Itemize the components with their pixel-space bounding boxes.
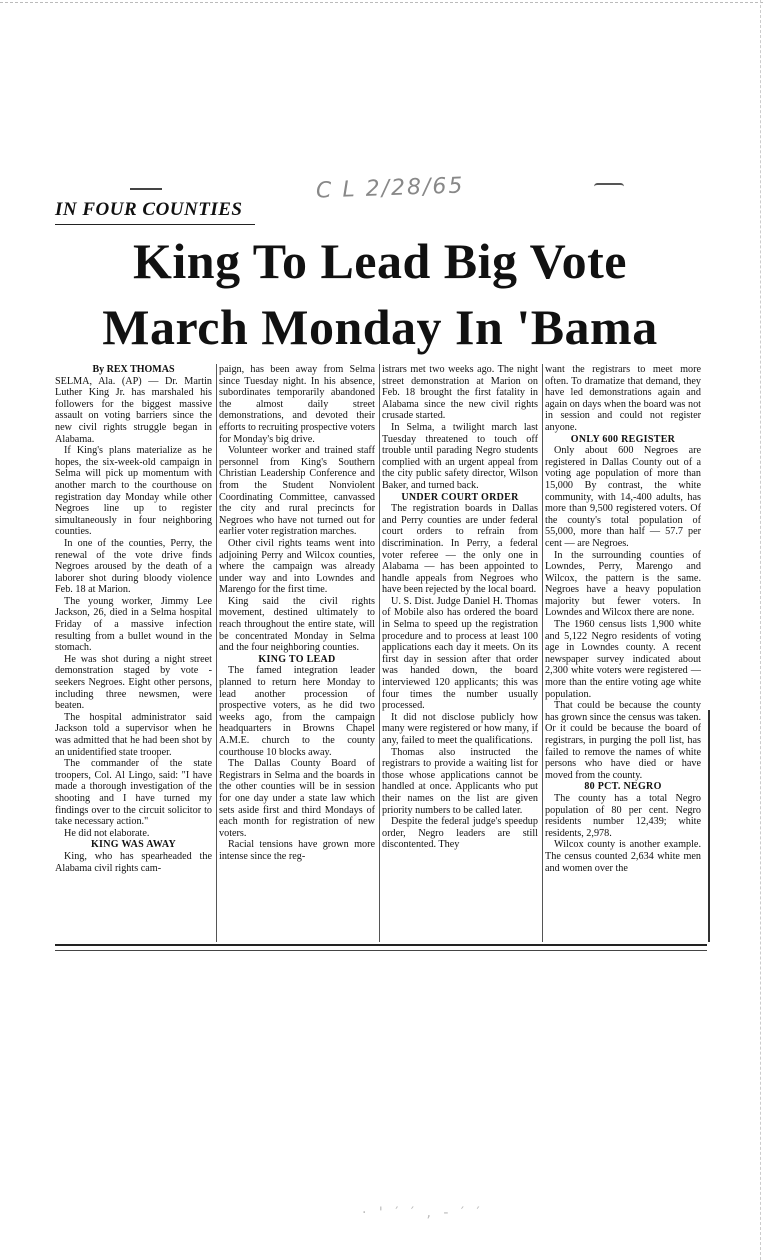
paragraph: The famed integration leader planned to return here Monday to lead another procession of prospective voters, as he did two weeks ago, from the campaign headquarters in Browns Chapel A.M.E. church to the county courthouse 10 blocks away. (219, 665, 375, 758)
column-divider (542, 364, 543, 942)
article-column-2 (219, 364, 375, 942)
article-column-4 (545, 364, 701, 942)
paragraph: The Dallas County Board of Registrars in Selma and the boards in the other counties will be in session for one day under a state law which sets aside first and third Mondays of each month for registration of new voters. (219, 758, 375, 839)
paragraph: The county has a total Negro population of 80 per cent. Negro residents number 12,439; white residents, 2,978. (545, 792, 701, 839)
paragraph: In one of the counties, Perry, the renewal of the vote drive finds Negroes aroused by the death of a laborer shot during bloody violence Feb. 18 at Marion. (55, 537, 212, 596)
paragraph: U. S. Dist. Judge Daniel H. Thomas of Mobile also has ordered the board in Selma to speed up the registration procedure and to process at least 100 applications each day it meets. On its first day in session after that order was handed down, the board interviewed 120 applicants; this was four times the number usually processed. (382, 595, 538, 712)
paragraph: He was shot during a night street demonstration staged by vote - seekers Negroes. Eight other persons, including three newsmen, were beaten. (55, 653, 212, 712)
paragraph: The 1960 census lists 1,900 white and 5,122 Negro residents of voting age in Lowndes county. A recent newspaper survey indicated about 2,300 white voters were registered — more than the entire voting age white population. (545, 619, 701, 700)
column-divider (379, 364, 380, 942)
article-column-3 (382, 364, 538, 942)
subhead-80-pct-negro: 80 PCT. NEGRO (584, 781, 662, 793)
subhead-king-to-lead: KING TO LEAD (258, 653, 336, 665)
paragraph: The young worker, Jimmy Lee Jackson, 26, died in a Selma hospital Friday of a massive infection resulting from a bullet wound in the stomach. (55, 595, 212, 654)
paragraph: He did not elaborate. (64, 827, 150, 839)
headline-line-2: March Monday In 'Bama (102, 299, 658, 355)
paragraph: King said the civil rights movement, destined ultimately to reach throughout the entire state, will be concentrated Monday in Selma and the four neighboring counties. (219, 595, 375, 654)
pencil-mark-right (594, 183, 624, 190)
paragraph: It did not disclose publicly how many were registered or how many, if any, failed to meet the qualifications. (382, 711, 538, 746)
article-body (55, 364, 703, 944)
paragraph: The hospital administrator said Jackson told a supervisor when he was admitted that he had been shot by an unidentified state trooper. (55, 711, 212, 758)
byline: By REX THOMAS (92, 364, 175, 375)
kicker-underline (55, 224, 255, 225)
paragraph: In Selma, a twilight march last Tuesday threatened to touch off trouble until parading Negro students complied with an urgent appeal from the city public safety director, Wilson Baker, and turned back. (382, 421, 538, 491)
paragraph: If King's plans materialize as he hopes, the six-week-old campaign in Selma will pick up momentum with another march to the courthouse on registration day Monday while other Negroes line up to register simultaneously in four neighboring counties. (55, 445, 212, 538)
paragraph: Volunteer worker and trained staff personnel from King's Southern Christian Leadership Conference and from the Student Nonviolent Coordinating Committee, canvassed the city and rural precincts for Negroes who have not turned out for earlier voter registration marches. (219, 445, 375, 538)
paragraph: That could be because the county has grown since the census was taken. Or it could be because the board of registrars, in purging the poll list, has failed to remove the names of white persons who have died or have moved from the county. (545, 700, 701, 781)
page-edge-right (760, 0, 761, 1260)
paragraph: Other civil rights teams went into adjoining Perry and Wilcox counties, where the campaign was already under way and into Lowndes and Marengo for the first time. (219, 537, 375, 596)
paragraph: Thomas also instructed the registrars to provide a waiting list for those whose applications cannot be handled at once. Applicants who put their names on the list are given priority numbers to be called later. (382, 746, 538, 816)
paragraph: The registration boards in Dallas and Perry counties are under federal court orders to refrain from discrimination. In Perry, a federal voter referee — the only one in Alabama — has been appointed to handle appeals from Negroes who have been rejected by the local board. (382, 503, 538, 596)
column-divider (216, 364, 217, 942)
paragraph: The commander of the state troopers, Col. Al Lingo, said: "I have made a thorough investigation of the shooting and I have turned my findings over to the circuit solicitor to take necessary action." (55, 758, 212, 828)
page-edge-top (0, 2, 763, 3)
paragraph: In the surrounding counties of Lowndes, Perry, Marengo and Wilcox, the pattern is the same. Negroes have a heavy population majority but fewer voters. In Lowndes and Wilcox there are none. (545, 549, 701, 619)
bottom-rule (55, 950, 707, 951)
faint-footer-mark: · ' ′ ′ , - ′ ′ (362, 1205, 484, 1221)
clipping-edge-mark (708, 710, 710, 942)
article-kicker: IN FOUR COUNTIES (55, 199, 243, 220)
subhead-under-court-order: UNDER COURT ORDER (401, 491, 519, 503)
paragraph: Despite the federal judge's speedup order, Negro leaders are still discontented. They (382, 816, 538, 851)
bottom-rule (55, 944, 707, 946)
paragraph: paign, has been away from Selma since Tuesday night. In his absence, subordinates temporarily abandoned the almost daily street demonstrations, and devoted their efforts to recruiting prospective voters for Monday's big drive. (219, 364, 375, 445)
paragraph: Only about 600 Negroes are registered in Dallas County out of a voting age population of more than 15,000 By contrast, the white community, with 14,-400 adults, has more than 9,500 registered voters. Of the county's total population of 55,000, more than half — 57.7 per cent — are Negroes. (545, 445, 701, 549)
subhead-only-600-register: ONLY 600 REGISTER (570, 433, 676, 445)
headline-line-1: King To Lead Big Vote (133, 233, 627, 289)
paragraph: King, who has spearheaded the Alabama civil rights cam- (55, 850, 212, 874)
paragraph: istrars met two weeks ago. The night street demonstration at Marion on Feb. 18 brought the first fatality in Alabama since the new civil rights crusade started. (382, 364, 538, 422)
pencil-mark-left (130, 188, 162, 190)
paragraph: Racial tensions have grown more intense since the reg- (219, 839, 375, 862)
article-column-1 (55, 364, 212, 942)
paragraph: Wilcox county is another example. The census counted 2,634 white men and women over the (545, 839, 701, 874)
paragraph: SELMA, Ala. (AP) — Dr. Martin Luther King Jr. has marshaled his followers for the biggest massive assault on voting barriers since the new civil rights struggle began in Alabama. (55, 375, 212, 445)
subhead-king-was-away: KING WAS AWAY (90, 839, 177, 851)
paragraph: want the registrars to meet more often. To dramatize that demand, they have led demonstrations again and again on days when the board was not in session and could not register anyone. (545, 364, 701, 433)
handwritten-date-note: C L 2/28/65 (315, 173, 465, 204)
